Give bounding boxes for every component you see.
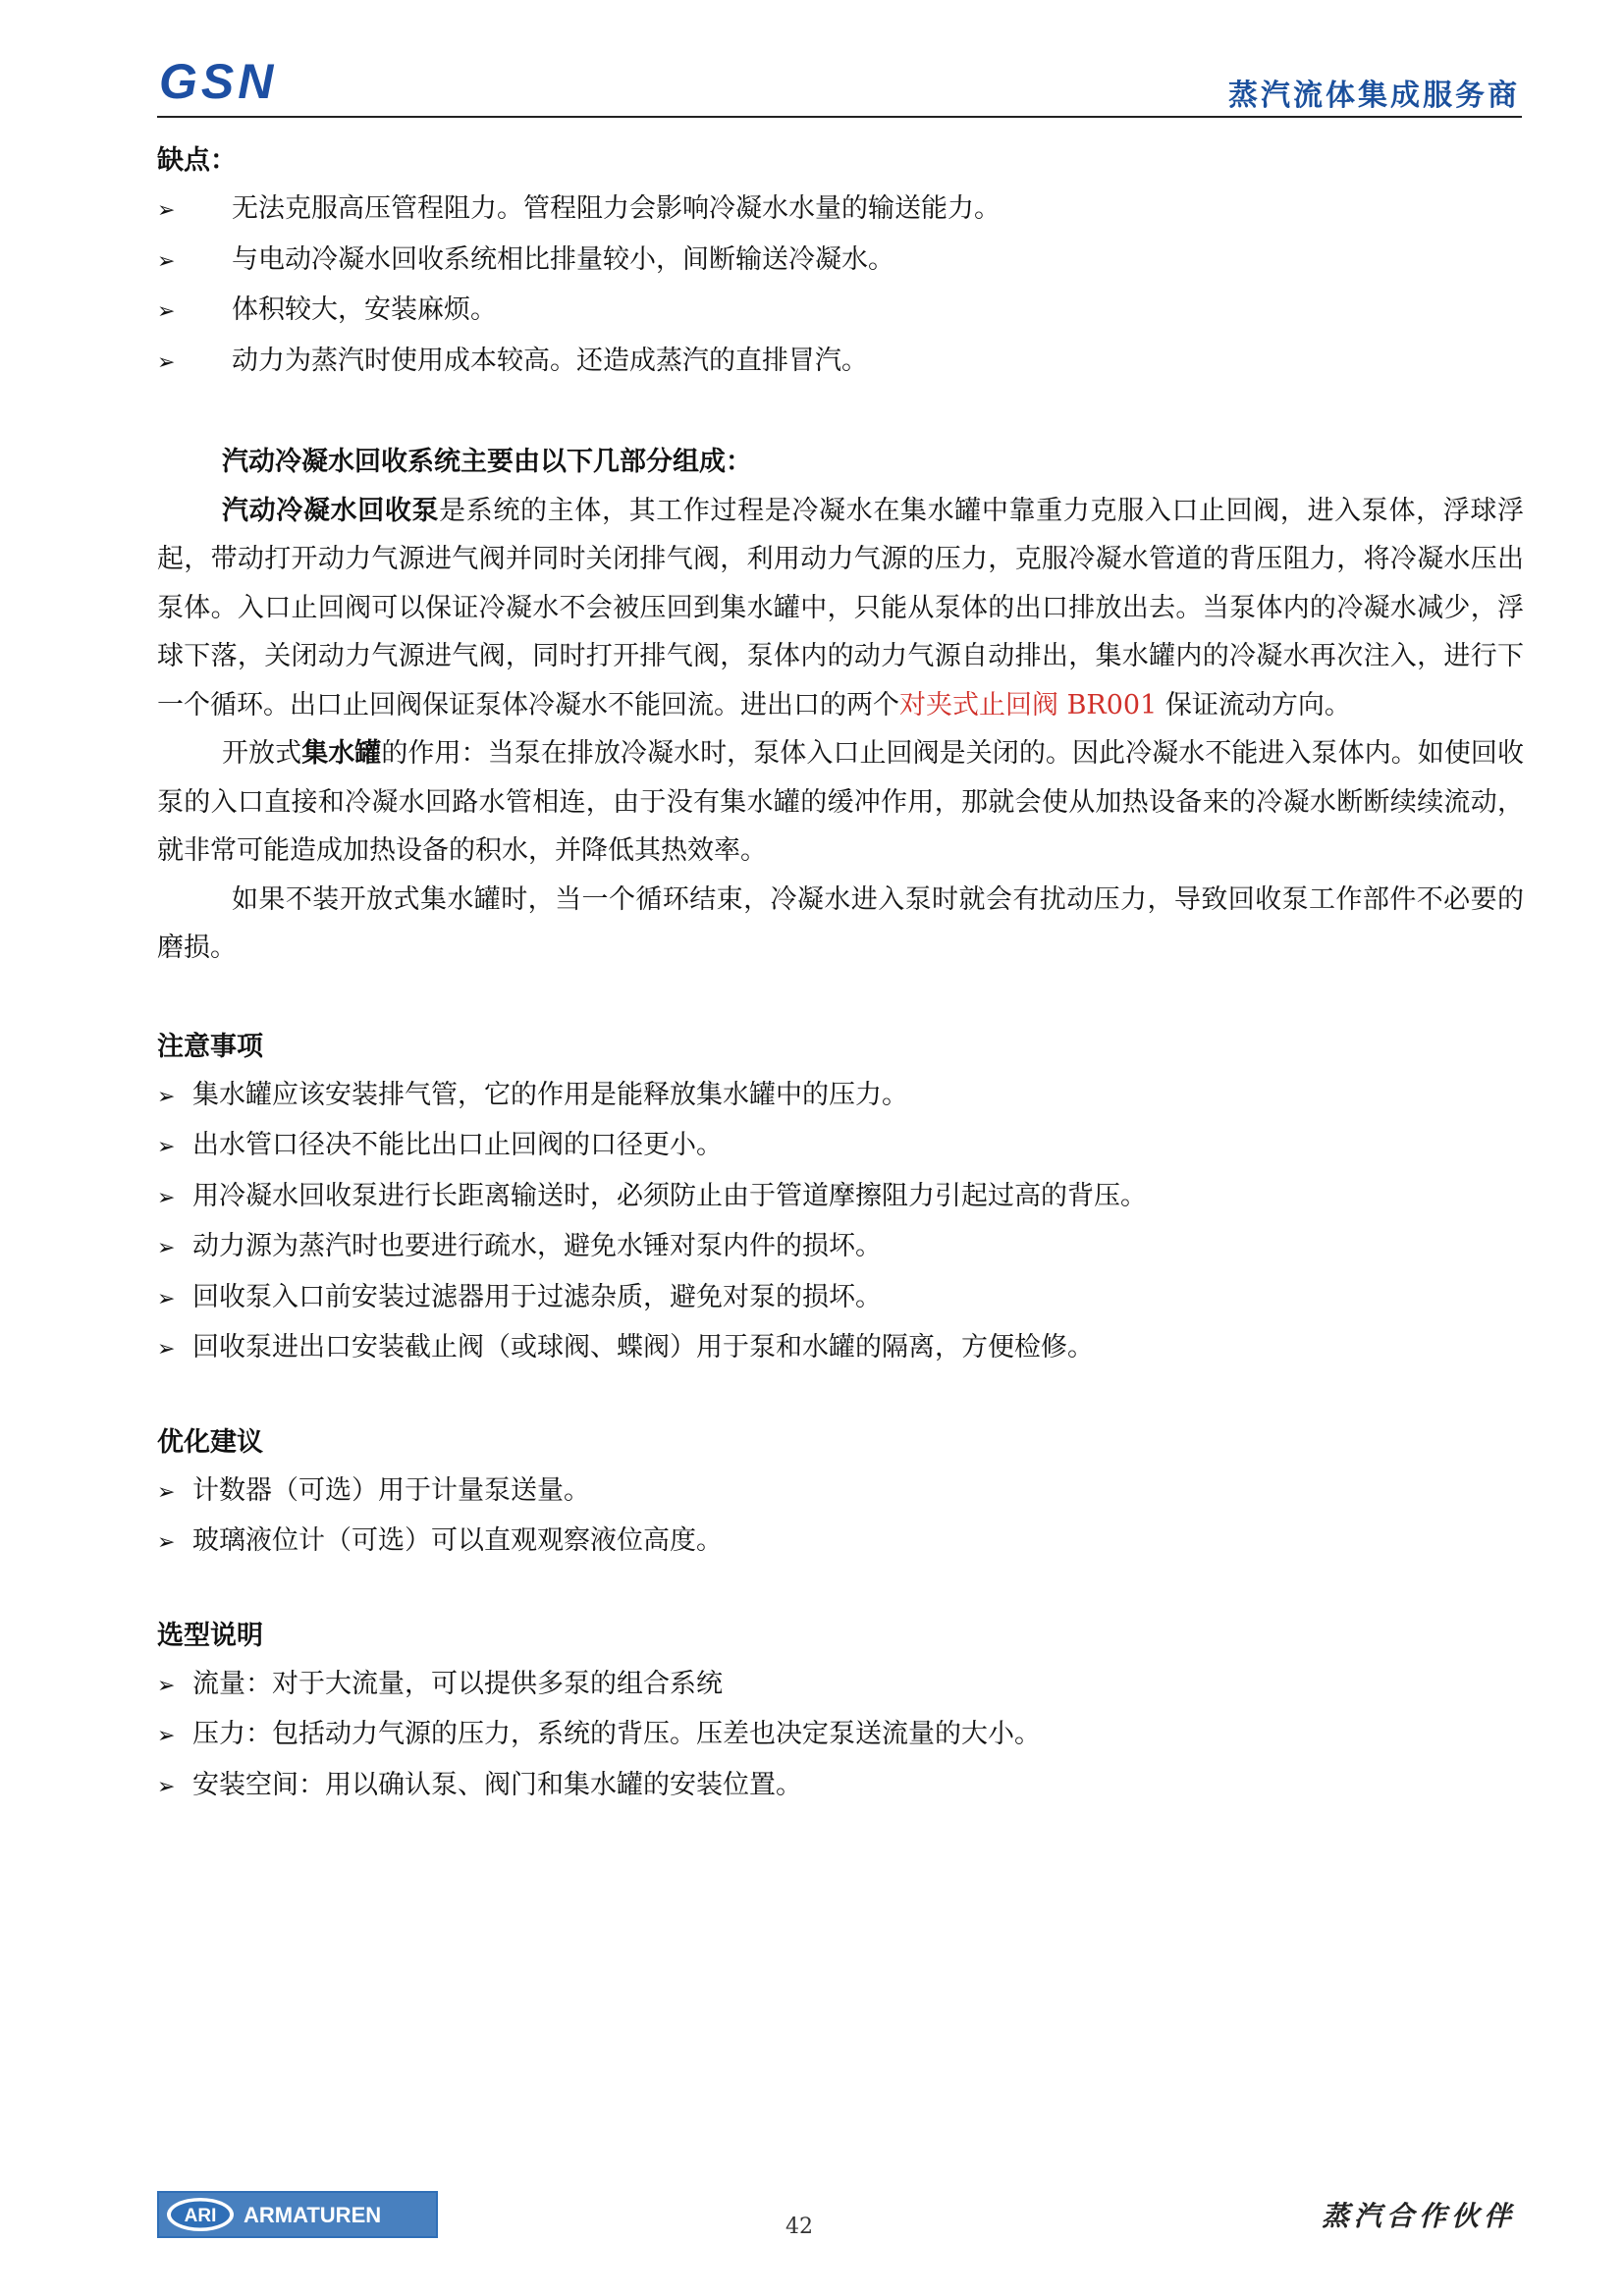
list-item: ➢ 无法克服高压管程阻力。管程阻力会影响冷凝水水量的输送能力。: [157, 185, 1524, 236]
disadvantages-heading: 缺点：: [157, 145, 237, 176]
list-item: ➢ 安装空间：用以确认泵、阀门和集水罐的安装位置。: [157, 1761, 1524, 1812]
footer-slogan: 蒸汽合作伙伴: [1321, 2200, 1516, 2232]
arrow-bullet-icon: ➢: [157, 248, 176, 274]
arrow-bullet-icon: ➢: [157, 1530, 176, 1555]
arrow-bullet-icon: ➢: [157, 198, 176, 223]
header-title: 蒸汽流体集成服务商: [1228, 79, 1520, 113]
tank-paragraph: 开放式集水罐的作用：当泵在排放冷凝水时，泵体入口止回阀是关闭的。因此冷凝水不能进入泵体内。如使回收泵的入口直接和冷凝水回路水管相连，由于没有集水罐的缓冲作用，那就会使从加热设备来的冷凝水断断续续流动，就非常可能造成加热设备的积水，并降低其热效率。: [157, 738, 1524, 866]
arrow-bullet-icon: ➢: [157, 1479, 176, 1505]
header-divider: [157, 116, 1522, 118]
components-heading: 汽动冷凝水回收系统主要由以下几部分组成：: [222, 447, 752, 477]
disadvantages-list: [157, 185, 1524, 387]
notes-list: [157, 1071, 1524, 1374]
ari-armaturen-logo: [157, 2191, 438, 2238]
main-content: [157, 137, 1524, 1811]
arrow-bullet-icon: ➢: [157, 1774, 176, 1799]
gsn-logo: [157, 53, 285, 108]
selection-list: [157, 1660, 1524, 1812]
arrow-bullet-icon: ➢: [157, 1673, 176, 1698]
list-item: ➢ 动力为蒸汽时使用成本较高。还造成蒸汽的直排冒汽。: [157, 337, 1524, 388]
check-valve-highlight: 对夹式止回阀 BR001: [899, 689, 1158, 721]
list-item: ➢ 回收泵进出口安装截止阀（或球阀、蝶阀）用于泵和水罐的隔离，方便检修。: [157, 1323, 1524, 1374]
list-item: ➢ 玻璃液位计（可选）可以直观观察液位高度。: [157, 1517, 1524, 1568]
arrow-bullet-icon: ➢: [157, 1337, 176, 1362]
list-item: ➢ 用冷凝水回收泵进行长距离输送时，必须防止由于管道摩擦阻力引起过高的背压。: [157, 1172, 1524, 1223]
optimization-list: [157, 1467, 1524, 1568]
list-item: ➢ 出水管口径决不能比出口止回阀的口径更小。: [157, 1121, 1524, 1172]
optimization-heading: 优化建议: [157, 1426, 263, 1458]
arrow-bullet-icon: ➢: [157, 1724, 176, 1748]
arrow-bullet-icon: ➢: [157, 1084, 176, 1109]
notes-heading: 注意事项: [157, 1031, 263, 1062]
pump-paragraph: 汽动冷凝水回收泵是系统的主体，其工作过程是冷凝水在集水罐中靠重力克服入口止回阀，进入泵体，浮球浮起，带动打开动力气源进气阀并同时关闭排气阀，利用动力气源的压力，克服冷凝水管道的背压阻力，将冷凝水压出泵体。入口止回阀可以保证冷凝水不会被压回到集水罐中，只能从泵体的出口排放出去。当泵体内的冷凝水减少，浮球下落，关闭动力气源进气阀，同时打开排气阀，泵体内的动力气源自动排出，集水罐内的冷凝水再次注入，进行下一个循环。出口止回阀保证泵体冷凝水不能回流。进出口的两个对夹式止回阀 BR001 保证流动方向。: [157, 495, 1525, 721]
list-item: ➢ 集水罐应该安装排气管，它的作用是能释放集水罐中的压力。: [157, 1071, 1524, 1122]
list-item: ➢ 体积较大，安装麻烦。: [157, 286, 1524, 337]
ari-badge-text: ARI: [184, 2206, 217, 2226]
arrow-bullet-icon: ➢: [157, 1286, 176, 1311]
armaturen-text: ARMATUREN: [244, 2203, 382, 2227]
selection-heading: 选型说明: [157, 1620, 263, 1651]
list-item: ➢ 回收泵入口前安装过滤器用于过滤杂质，避免对泵的损坏。: [157, 1273, 1524, 1324]
no-tank-paragraph: 如果不装开放式集水罐时，当一个循环结束，冷凝水进入泵时就会有扰动压力，导致回收泵工作部件不必要的磨损。: [157, 883, 1524, 963]
arrow-bullet-icon: ➢: [157, 299, 176, 324]
gsn-logo-text: GSN: [159, 54, 278, 108]
page-header: [157, 49, 1522, 120]
page-number: 42: [785, 2215, 813, 2239]
arrow-bullet-icon: ➢: [157, 349, 176, 375]
arrow-bullet-icon: ➢: [157, 1185, 176, 1210]
arrow-bullet-icon: ➢: [157, 1236, 176, 1260]
list-item: ➢ 与电动冷凝水回收系统相比排量较小，间断输送冷凝水。: [157, 236, 1524, 287]
list-item: ➢ 计数器（可选）用于计量泵送量。: [157, 1467, 1524, 1518]
list-item: ➢ 压力：包括动力气源的压力，系统的背压。压差也决定泵送流量的大小。: [157, 1710, 1524, 1761]
arrow-bullet-icon: ➢: [157, 1135, 176, 1159]
list-item: ➢ 动力源为蒸汽时也要进行疏水，避免水锤对泵内件的损坏。: [157, 1222, 1524, 1273]
list-item: ➢ 流量：对于大流量，可以提供多泵的组合系统: [157, 1660, 1524, 1711]
